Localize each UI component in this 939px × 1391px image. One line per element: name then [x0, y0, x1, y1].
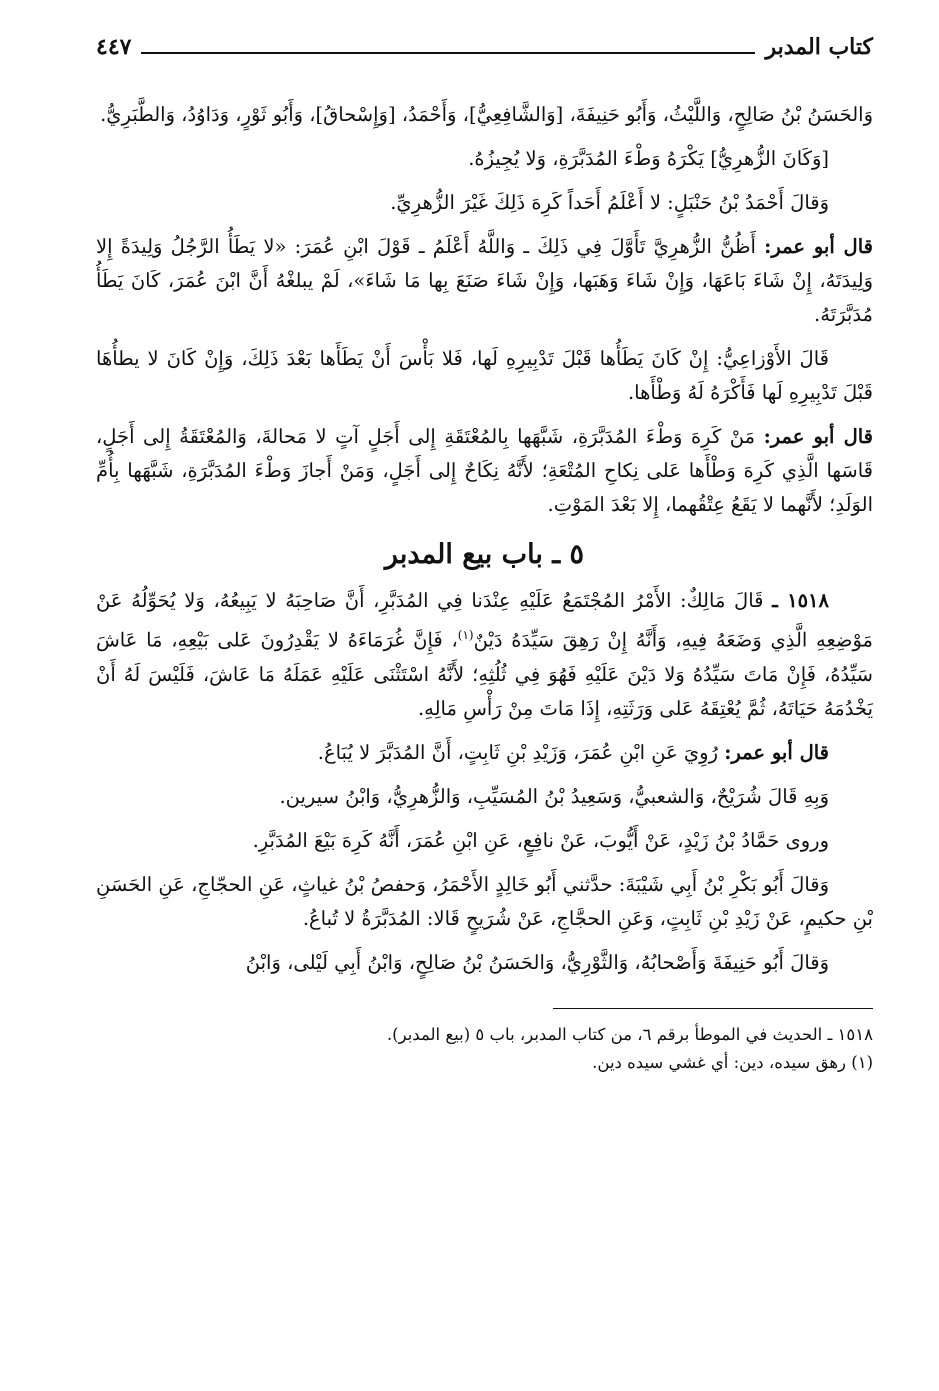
paragraph — [96, 142, 873, 176]
paragraph-text: وروى حَمَّادُ بْنُ زَيْدٍ، عَنْ أَيُّوبَ، عَنْ نافِعٍ، عَنِ ابْنِ عُمَرَ، أَنَّهُ كَرِهَ بَيْعَ المُدَبَّرِ. — [252, 828, 829, 852]
bottom-paragraphs — [96, 736, 873, 980]
page-body — [96, 98, 873, 1077]
footnote-1: ١٥١٨ ـ الحديث في الموطأ برقم ٦، من كتاب المدبر، باب ٥ (بيع المدبر). — [386, 1024, 873, 1044]
section-heading: ٥ ـ باب بيع المدبر — [384, 539, 585, 570]
hadith-number: ١٥١٨ ـ — [772, 589, 829, 612]
paragraph-text: وَقالَ أَبُو بَكْرِ بْنُ أَبِي شَيْبَةَ: حدَّثني أَبُو خَالِدٍ الأَحْمَرُ، وَحفصُ بْنُ غياثٍ، عَنِ الحجّاجِ، عَنِ الحَسَنِ بْنِ حكيمٍ، عَنْ زَيْدِ بْنِ ثَابِتٍ، وَعَنِ الحجَّاجِ، عَنْ شُرَيحٍ قَالا: المُدَبَّرَةُ لا تُباعُ. — [96, 872, 873, 930]
footnotes — [96, 1021, 873, 1077]
hadith-text-after-note: ، فَإِنَّ غُرَمَاءَهُ لا يَقْدِرُونَ عَلى بَيْعِهِ، مَا عَاشَ سَيِّدُهُ، فَإِنْ مَاتَ سَيِّدُهُ وَلا دَيْنَ عَلَيْهِ فَهُوَ فِي ثُلُثِهِ؛ لأَنَّهُ اسْتَثْنَى عَلَيْهِ عَمَلَهُ مَا عَاشَ، فَلَيْسَ لَهُ أَنْ يَخْدُمَهُ حَيَاتَهُ، ثُمَّ يُعْتِقَهُ عَلى وَرَثَتِهِ، إِذَا مَاتَ مِنْ رَأْسِ مَالِهِ. — [96, 628, 873, 720]
paragraph-text: مَنْ كَرِهَ وَطْءَ المُدَبَّرَةِ، شَبَّهَها بِالمُعْتَقَةِ إِلى أَجَلٍ آتٍ لا مَحالةَ، وَالمُعْتَقَةُ إِلى أَجَلٍ، قَاسَها الَّذِي كَرِهَ وَطْأَها عَلى نِكاحِ المُتْعَةِ؛ لأَنَّهُ نِكَاحٌ إِلى أَجَلٍ، وَمَنْ أَجازَ وَطْءَ المُدَبَّرَةِ، شَبَّهَها بِأُمِّ الوَلَدِ؛ لأَنَّهما لا يَقَعُ عِتْقُهما، إِلا بَعْدَ المَوْتِ. — [96, 425, 873, 516]
page-number: ٤٤٧ — [96, 34, 132, 60]
paragraph — [96, 780, 873, 814]
paragraph — [96, 736, 873, 770]
footnote-2: (١) رهق سيده، دين: أي غشي سيده دين. — [592, 1052, 873, 1072]
speaker-label: قال أبو عمر: — [724, 740, 829, 764]
paragraph-text: قَالَ الأَوْزاعِيُّ: إِنْ كَانَ يَطَأُها قَبْلَ تَدْبِيرِهِ لَها، فَلا بَأْسَ أَنْ يَطَأَها بَعْدَ ذَلِكَ، وَإِنْ كَانَ لا يطأُهَا قَبْلَ تَدْبِيرِهِ لَها فَأَكْرَهُ لَهُ وَطْأَها. — [96, 347, 873, 404]
paragraph-text: أَظُنُّ الزُّهرِيَّ تَأَوَّلَ فِي ذَلِكَ ـ وَاللَّهُ أَعْلَمُ ـ قَوْلَ ابْنِ عُمَرَ: «لا يَطَأُ الرَّجُلُ وَلِيدَةً إِلا وَلِيدَتَهُ، إِنْ شَاءَ بَاعَهَا، وَإِنْ شَاءَ وَهَبَها، وَإِنْ شَاءَ صَنَعَ بِها مَا شَاءَ»، لَمْ يبلغْهُ أَنَّ ابْنَ عُمَرَ، كَانَ يَطَأُ مُدَبَّرَتَهُ. — [96, 235, 873, 326]
paragraph-text: وَالحَسَنُ بْنُ صَالِحٍ، وَاللَّيْثُ، وَأَبُو حَنِيفَةَ، [وَالشَّافِعِيُّ]، وَأَحْمَدُ، [وَإِسْحاقُ]، وَأَبُو ثَوْرٍ، وَدَاوُدُ، وَالطَّبَرِيُّ. — [100, 103, 873, 126]
paragraph-text: وَقالَ أَحْمَدُ بْنُ حَنْبَلٍ: لا أَعْلَمُ أَحَداً كَرِهَ ذَلِكَ غَيْرَ الزُّهرِيِّ. — [390, 191, 829, 214]
paragraph — [96, 868, 873, 936]
running-title: كتاب المدبر — [765, 34, 873, 60]
paragraph — [96, 342, 873, 410]
page-header — [96, 0, 873, 62]
paragraph — [96, 420, 873, 522]
top-paragraphs — [96, 98, 873, 522]
speaker-label: قال أبو عمر: — [763, 425, 873, 448]
speaker-label: قال أبو عمر: — [764, 235, 873, 258]
paragraph — [96, 824, 873, 858]
paragraph-text: [وَكَانَ الزُّهرِيُّ] يَكْرَهُ وَطْءَ المُدَبَّرَةِ، وَلا يُجِيزُهُ. — [468, 147, 829, 170]
paragraph-text: وَقالَ أَبُو حَنِيفَةَ وَأَصْحابُهُ، وَالثَّوْرِيُّ، وَالحَسَنُ بْنُ صَالِحٍ، وَابْنُ أَبِي لَيْلى، وَابْنُ — [245, 950, 829, 974]
hadith-text-before-note: قَالَ مَالِكٌ: الأَمْرُ المُجْتَمَعُ عَلَيْهِ عِنْدَنا فِي المُدَبَّرِ، أَنَّ صَاحِبَهُ لا يَبِيعُهُ، وَلا يُحَوِّلُهُ عَنْ مَوْضِعِهِ الَّذِي وَضَعَهُ فِيهِ، وَأَنَّهُ إِنْ رَهِقَ سَيِّدَهُ دَيْنٌ — [96, 589, 873, 652]
paragraph — [96, 98, 873, 132]
paragraph-text: وَبِهِ قَالَ شُرَيْحٌ، وَالشعبيُّ، وَسَعِيدُ بْنُ المُسَيِّبِ، وَالزُّهرِيُّ، وَابْنُ سيرين. — [279, 784, 829, 808]
paragraph — [96, 230, 873, 332]
header-rule — [141, 52, 755, 54]
paragraph — [96, 186, 873, 220]
paragraph — [96, 946, 873, 980]
hadith-paragraph — [96, 584, 873, 726]
footnote-marker[interactable]: (١) — [457, 628, 474, 642]
paragraph-text: رُوِيَ عَنِ ابْنِ عُمَرَ، وَزَيْدِ بْنِ ثَابِتٍ، أَنَّ المُدَبَّرَ لا يُبَاعُ. — [317, 740, 718, 764]
footnote-separator — [553, 1008, 873, 1009]
